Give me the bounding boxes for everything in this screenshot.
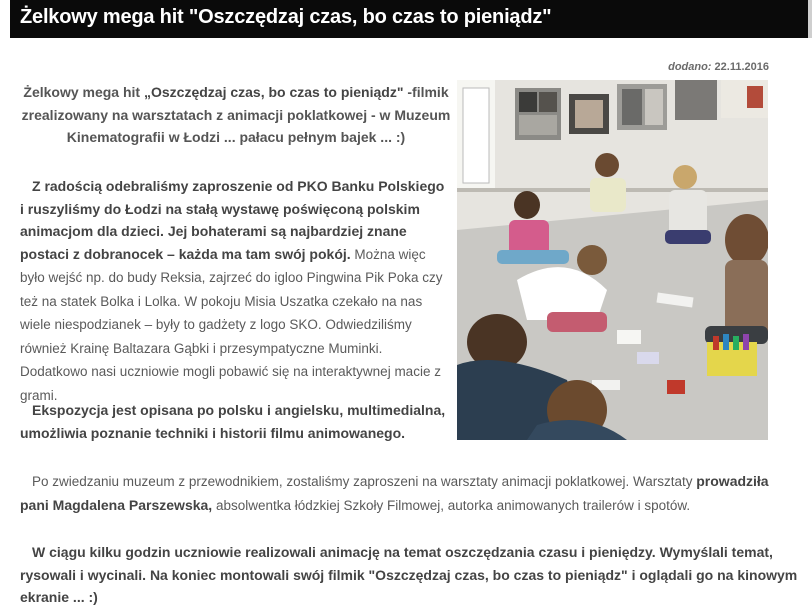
title-bar	[10, 0, 812, 38]
exhibition-bold-text: Z radością odebraliśmy zaproszenie od PKO Banku Polskiego i ruszyliśmy do Łodzi na stałą wystawę poświęconą polskim animacjom dla dzieci. Jej bohaterami są najbardziej znane postaci z dobranocek – każda ma tam swój pokój.	[20, 178, 445, 262]
exposition-paragraph	[20, 399, 452, 444]
workshop-paragraph	[20, 470, 780, 517]
intro-paragraph	[20, 81, 452, 149]
workshop-text-a: Po zwiedzaniu muzeum z przewodnikiem, zostaliśmy zaproszeni na warsztaty animacji poklatkowej. Warsztaty	[32, 474, 697, 489]
intro-lead: Żelkowy mega hit	[23, 84, 144, 100]
date-line	[668, 61, 769, 73]
final-text: W ciągu kilku godzin uczniowie realizowali animację na temat oszczędzania czasu i pieniędzy. Wymyślali temat, rysowali i wycinali. Na koniec montowali swój filmik "Oszczędzaj czas, bo czas to pieniądz" i oglądali go na kinowym ekranie ... :)	[20, 544, 798, 605]
date-value: 22.11.2016	[714, 61, 769, 73]
workshop-text-c: absolwentka łódzkiej Szkoły Filmowej, autorka animowanych trailerów i spotów.	[212, 497, 691, 513]
film-title: „Oszczędzaj czas, bo czas to pieniądz"	[143, 84, 404, 100]
exposition-text: Ekspozycja jest opisana po polsku i angielsku, multimedialna, umożliwia poznanie techniki i historii filmu animowanego.	[20, 402, 446, 441]
exhibition-normal-text: Można więc było wejść np. do budy Reksia, zajrzeć do igloo Pingwina Pik Poka czy też na statek Bolka i Lolka. W pokoju Misia Uszatka czekało na nas wiele niespodzianek – były to gadżety z logo SKO. Odwiedziliśmy również Krainę Baltazara Gąbki i przesympatyczne Muminki. Dodatkowo nasi uczniowie mogli pobawić się na interaktywnej macie z grami.	[20, 246, 443, 403]
article-title: Żelkowy mega hit "Oszczędzaj czas, bo czas to pieniądz"	[20, 6, 552, 28]
workshop-host: prowadziła pani Magdalena Parszewska,	[20, 473, 769, 513]
exhibition-paragraph	[20, 175, 452, 407]
workshop-photo	[457, 80, 768, 440]
photo-illustration	[457, 80, 768, 440]
date-label: dodano:	[668, 61, 712, 73]
intro-rest: -filmik zrealizowany na warsztatach z animacji poklatkowej - w Muzeum Kinematografii w Łodzi ... pałacu pełnym bajek ... :)	[21, 84, 451, 145]
final-paragraph	[20, 541, 800, 609]
